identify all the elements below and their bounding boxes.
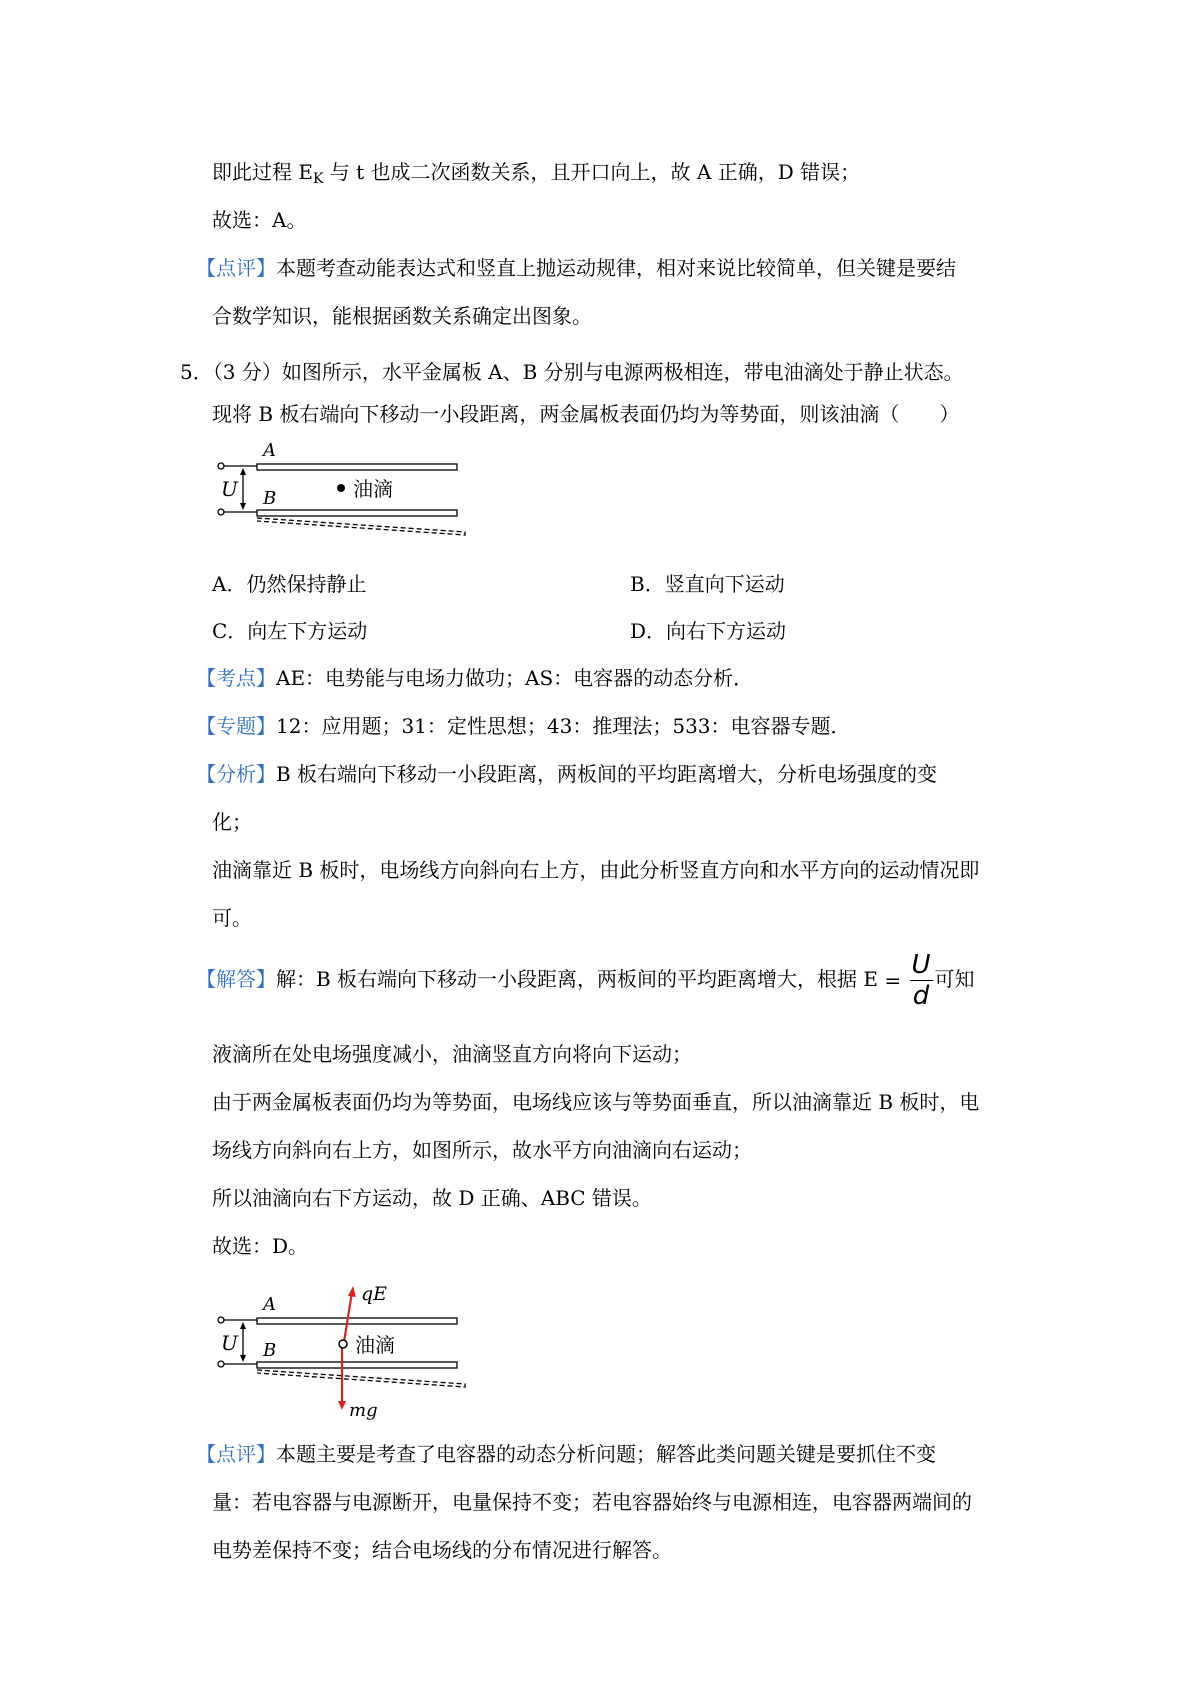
comment-tag: 【点评】 [196, 256, 276, 280]
plate-a-label: A [263, 1294, 276, 1315]
text-line: 故选：D。 [212, 1234, 309, 1258]
comment-paragraph: 【点评】本题主要是考查了电容器的动态分析问题；解答此类问题关键是要抓住不变 [196, 1442, 936, 1466]
plate-a-label: A [263, 440, 276, 461]
fenxi-tag: 【分析】 [196, 762, 276, 786]
jieda-tag: 【解答】 [196, 967, 276, 991]
plate-b-label: B [263, 488, 277, 509]
question-number: 5． [180, 360, 213, 384]
comment-tag: 【点评】 [196, 1442, 276, 1466]
voltage-label: U [221, 477, 238, 501]
text-line: 场线方向斜向右上方，如图所示，故水平方向油滴向右运动； [212, 1138, 752, 1162]
fenxi-paragraph: 【分析】B 板右端向下移动一小段距离，两板间的平均距离增大，分析电场强度的变 [196, 762, 938, 786]
fraction-numerator: U [911, 950, 931, 980]
text-line: 即此过程 $E_K$ 与 t 也成二次函数关系，且开口向上，故 A 正确，D 错误； [212, 160, 861, 187]
fraction-denominator: d [912, 981, 930, 1011]
jieda-paragraph: 【解答】解：B 板右端向下移动一小段距离，两板间的平均距离增大，根据 E = $\frac{U}{d}$ 可知 [196, 950, 975, 1011]
comment-paragraph: 【点评】本题考查动能表达式和竖直上抛运动规律，相对来说比较简单，但关键是要结 [196, 256, 956, 280]
oil-drop-label: 油滴 [355, 1333, 395, 1357]
text-line: 电势差保持不变；结合电场线的分布情况进行解答。 [212, 1538, 672, 1562]
gravity-label: mg [349, 1400, 378, 1421]
text-line: 可。 [212, 906, 252, 930]
text-line: 化； [212, 810, 252, 834]
zhuanti-tag: 【专题】 [196, 714, 276, 738]
text-line: 所以油滴向右下方运动，故 D 正确、ABC 错误。 [212, 1186, 652, 1210]
option-d: D．向右下方运动 [630, 619, 787, 643]
kaodian-paragraph: 【考点】AE：电势能与电场力做功；AS：电容器的动态分析． [196, 666, 754, 690]
text-line: 合数学知识，能根据函数关系确定出图象。 [212, 304, 592, 328]
question-stem: 现将 B 板右端向下移动一小段距离，两金属板表面仍均为等势面，则该油滴（ ） [212, 402, 960, 426]
capacitor-figure [215, 440, 475, 555]
text-line: 故选：A。 [212, 208, 307, 232]
text-line: 由于两金属板表面仍均为等势面，电场线应该与等势面垂直，所以油滴靠近 B 板时，电 [212, 1090, 980, 1114]
text-line: 液滴所在处电场强度减小，油滴竖直方向将向下运动； [212, 1042, 692, 1066]
text-line: 油滴靠近 B 板时，电场线方向斜向右上方，由此分析竖直方向和水平方向的运动情况即 [212, 858, 980, 882]
force-analysis-figure [215, 1272, 475, 1422]
plate-b-label: B [263, 1340, 277, 1361]
option-a: A．仍然保持静止 [212, 572, 367, 596]
option-c: C．向左下方运动 [212, 619, 368, 643]
formula-fraction [910, 950, 933, 1011]
voltage-label: U [221, 1331, 238, 1355]
question-stem: 5．（3 分）如图所示，水平金属板 A、B 分别与电源两极相连，带电油滴处于静止状态。 [180, 360, 964, 384]
text-line: 量：若电容器与电源断开，电量保持不变；若电容器始终与电源相连，电容器两端间的 [212, 1490, 972, 1514]
electric-force-label: qE [361, 1283, 388, 1305]
oil-drop-label: 油滴 [353, 477, 393, 501]
kaodian-tag: 【考点】 [196, 666, 276, 690]
zhuanti-paragraph: 【专题】12：应用题；31：定性思想；43：推理法；533：电容器专题． [196, 714, 851, 738]
option-b: B．竖直向下运动 [630, 572, 785, 596]
